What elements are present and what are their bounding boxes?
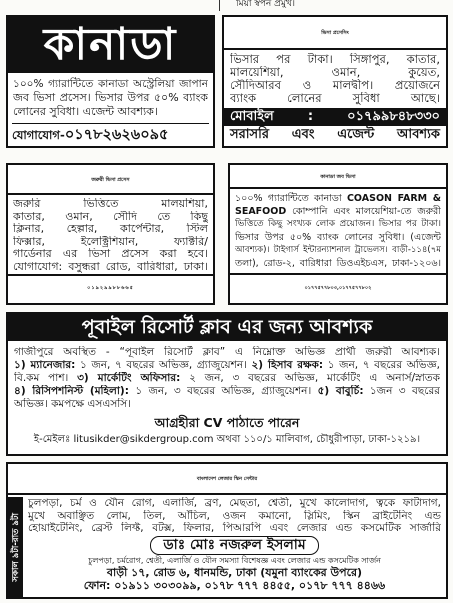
ad-body [25,495,446,592]
ad-text-line [235,192,441,205]
contact-email-line [8,432,446,447]
ad-text-line: ফিক্সার, ইলেক্ট্রিশিয়ান, ফ্যাক্টরি/ [13,235,208,248]
ad-text: তলা), রোড-২, বারিধারা ডিওএইচএস, ঢাকা-১২০৬। [235,258,441,269]
ad-body [8,73,213,121]
job-details: ১ জন, ৩ বছরের অভিজ্ঞ, গ্র্যাজুয়েশন। [128,385,318,397]
treatment-list-line: মুখে অবাঞ্ছিত লোম, তিল, আঁচিল, ওজন কমানো, স্লিমিং, স্কিন ব্রাইটেনিং এন্ড [28,509,441,522]
phone-number: ০১৯২৯৯৮৮৬৬৫ [8,274,213,299]
ad-text-line: লোনের সুবিধা। এজেন্ট আবশ্যক। [13,105,158,118]
postal-address: অথবা ১১০/১ মালিবাগ, চৌধুরীপাড়া, ঢাকা-১২১৯। [213,434,421,445]
job-details: ১ জন, ৭ বছরের অভিজ্ঞ, গ্র্যাজুয়েশন। [75,359,252,371]
ad-text-line [235,231,441,244]
job-title: ৫) বাবুর্চি: [317,385,364,397]
ad-title: জরুরী ভিসা প্রসেস [8,165,213,195]
ad-laser-skin-center [6,462,448,599]
ad-text-line: জরুরি ভিত্তিতে মালয়শিয়া, [13,198,208,210]
job-details: অভিজ্ঞ। কমপক্ষে এসএসসি। [14,398,131,410]
phone-numbers: ০১৭৭৫৭৭৮০৩,০১৭৭৫৭৭৮০২ [230,273,446,299]
job-details: ১ জন, ৭ বছরের অভিজ্ঞ, [323,359,440,371]
ad-footer-note: সরাসরি এবং এজেন্ট আবশ্যক [230,127,440,142]
ad-address-line: যোগাযোগ: বসুন্ধরা রোড, বারিধারা, ঢাকা। [13,260,208,273]
ad-urgent-visa [6,163,215,305]
ad-pubail-resort-club [6,312,448,456]
company-name: COASON FARM & [346,193,441,204]
contact-line [12,123,209,145]
ad-text-line: ক্লিনার, হেল্পার, কার্পেন্টার, স্টিল [13,223,208,235]
clinic-address: বাড়ী ১৭, রোড ৬, ধানমন্ডি, ঢাকা (যমুনা ব্যাংকের উপরে) [106,565,363,579]
ad-text-line: জব ভিসা প্রসেস। ভিসার উপর ৫০% ব্যাংক [13,91,208,104]
ad-text-line [235,205,441,218]
ad-text-line: কাতার, ওমান, সৌদি তে কিছু [13,210,208,223]
job-title: ২) হিসাব রক্ষক: [251,359,324,371]
job-listing-line [14,372,440,385]
job-listing-line [14,359,440,372]
job-title: ১) ম্যানেজার: [14,359,76,371]
ad-body [8,341,446,411]
mobile-number-bar: মোবাইল : ০১৭৯৯৮৪৮৩৩০ [224,108,446,126]
job-details: বি.কম পাশ। [14,372,78,384]
ad-title: পূবাইল রিসোর্ট ক্লাব এর জন্য আবশ্যক [8,314,446,341]
job-listing-line [14,385,440,398]
cut-off-article-line: মিয়া স্বপন প্রমুখ। [236,0,296,9]
ad-text-line [235,218,441,231]
doctor-name-line [28,536,441,555]
ad-text-line [235,244,441,257]
email-address: litusikder@sikdergroup.com [73,434,214,445]
ad-text-line: ভিসার পর টাকা। সিঙ্গাপুর, কাতার, [230,53,440,66]
opening-hours: সকাল ৯টা-রাত ৯টা [10,512,21,582]
ad-canada-job-visa [228,163,448,305]
email-label: ই-মেইলঃ [33,434,74,445]
clinic-phone-numbers: ফোন: ০১৯১১ ৩০৩০৯৯, ০১৭৮ ৭৭৭ ৪৪৫৫, ০১৭৮ ৭৭৭ ৪৪৬৬ [83,578,386,592]
job-title: ৩) মার্কেটিং অফিসার: [77,372,181,384]
ad-body [8,195,213,274]
column-divider [219,0,220,11]
ad-canada [6,15,215,148]
job-details: ২ জন, ৩ বছরের অভিজ্ঞ, মার্কেটিং এ অনার্স/স্নাতক [180,372,440,384]
ad-text-line: ব্যাংক লোনের সুবিধা আছে। [230,92,440,105]
doctor-name: ডাঃ মোঃ নজরুল ইসলাম [150,536,318,555]
ad-text-line: মালয়েশিয়া, ওমান, কুয়েত, [230,66,440,79]
ad-text: ভিত্তিতে কিছু সংখ্যক লোক প্রয়োজন। ভিসার পর টাকা। [235,219,441,229]
opening-hours-strip [8,497,23,597]
ad-text: কোম্পানি এবং মালয়েশিয়া-তে জরুরী [286,206,441,217]
job-listing-line [14,398,440,411]
ad-body [230,189,446,273]
contact-label: যোগাযোগ- [12,128,65,142]
treatment-list-line: চুলপড়া, চর্ম ও যৌন রোগ, এলার্জি, ব্রণ, মেছতা, শ্বেতী, মুখে কালোদাগ, ত্বকে ফাটাদাগ, [28,497,441,509]
ad-address-line [235,257,441,270]
ad-body [224,50,446,107]
treatment-list-line: হোয়াইটেনিং, ব্রেস্ট লিফ্ট, বটক্স, ফিলার, পিআরপি এবং লেজার এন্ড কসমেটিক সার্জারি [28,522,441,534]
phone-number: ০১৭৮২৬২৬০৯৫ [64,127,169,143]
ad-visa-processing [222,15,448,148]
ad-text: ১০০% গ্যারান্টিতে কানাডা [235,193,347,204]
job-title: ৪) রিসিপশনিস্ট (মহিলা): [14,385,129,397]
ad-text-line: ১০০% গ্যারান্টিতে কানাডা অস্ট্রেলিয়া জাপান [13,78,208,90]
ad-title: কানাডা [8,17,213,73]
ad-text-line: সৌদিআরব ও মালদ্বীপ। প্রয়োজনে [230,79,440,92]
ad-intro-line: গাজীপুরে অবস্থিত - “পূবাইল রিসোর্ট ক্লাব” এ নিম্নোক্ত অভিজ্ঞ প্রার্থী জরুরী আবশ্যক। [14,346,440,358]
cv-submission-note: আগ্রহীরা CV পাঠাতে পারেন [154,415,300,430]
ad-text: ভিসার উপর ৫০% ব্যাংক লোনের সুবিধা। (এজেন্ট [235,232,441,243]
ad-title: ভিসা প্রসেসিং [224,17,446,50]
job-details: ১জন ৩ বছরের [363,385,440,397]
ad-title: বাংলাদেশ লেজার স্কিন সেন্টার [8,464,446,495]
ad-text: আবশ্যক)। টাইগার্স ইন্টারন্যাশনাল ট্রাভেলস। বাড়ী-১১৪(৭ম [235,245,441,255]
ad-text-line: গার্ডেনার এর ভিসা প্রসেস করা হবে। [13,248,208,260]
company-name: SEAFOOD [235,206,287,217]
doctor-specialty: চুলপড়া, চর্মরোগ, শ্বেতী, এলার্জি ও যৌন সমস্যা বিশেষজ্ঞ এবং লেজার এন্ড কসমেটিক সার্জন [88,555,381,565]
ad-title: কানাডা জব ভিসা [230,165,446,189]
